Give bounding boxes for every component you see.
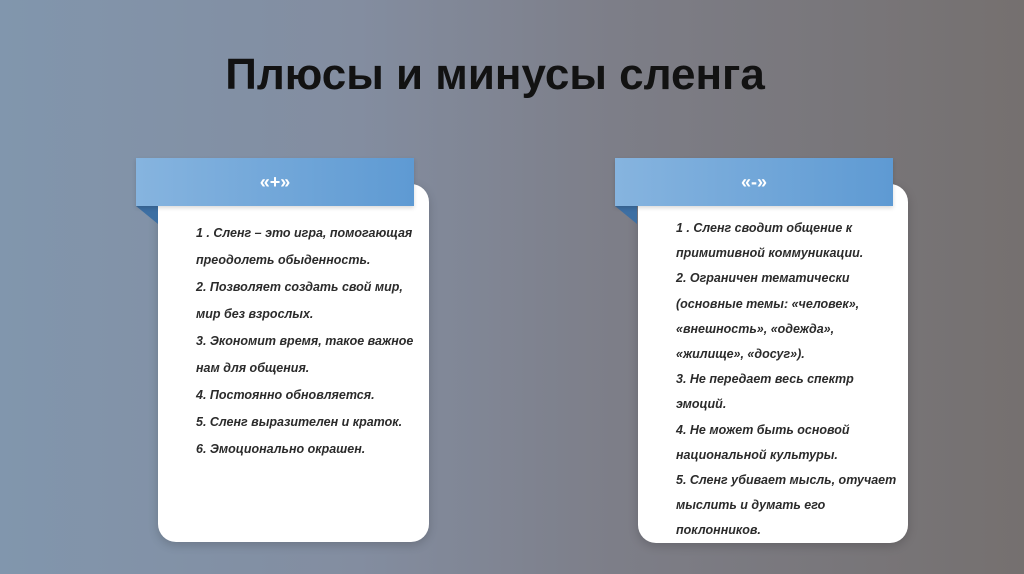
cons-banner-fold [615,206,637,224]
list-item: 5. Сленг убивает мысль, отучает мыслить и думать его поклонников. [676,473,897,538]
list-item: 6. Эмоционально окрашен. [196,442,366,456]
list-item: 5. Сленг выразителен и краток. [196,415,403,429]
slide-title: Плюсы и минусы сленга [225,50,765,99]
list-item: 4. Постоянно обновляется. [196,388,375,402]
pros-list [196,220,416,463]
pros-banner [136,158,414,206]
cons-header: «-» [740,171,767,192]
list-item: 2. Позволяет создать свой мир, мир без взрослых. [196,280,403,321]
list-item: 3. Экономит время, такое важное нам для общения. [196,334,414,375]
pros-header: «+» [259,171,291,192]
list-item: 1 . Сленг – это игра, помогающая преодолеть обыденность. [196,226,413,267]
cons-list [676,216,898,544]
pros-banner-fold [136,206,158,224]
list-item: 3. Не передает весь спектр эмоций. [676,372,854,412]
list-item: 4. Не может быть основой национальной культуры. [676,422,850,462]
list-item: 1 . Сленг сводит общение к примитивной коммуникации. [676,221,864,261]
cons-banner [615,158,893,206]
list-item: 2. Ограничен тематически (основные темы: «человек», «внешность», «одежда», «жилище», «досуг»). [676,271,860,362]
